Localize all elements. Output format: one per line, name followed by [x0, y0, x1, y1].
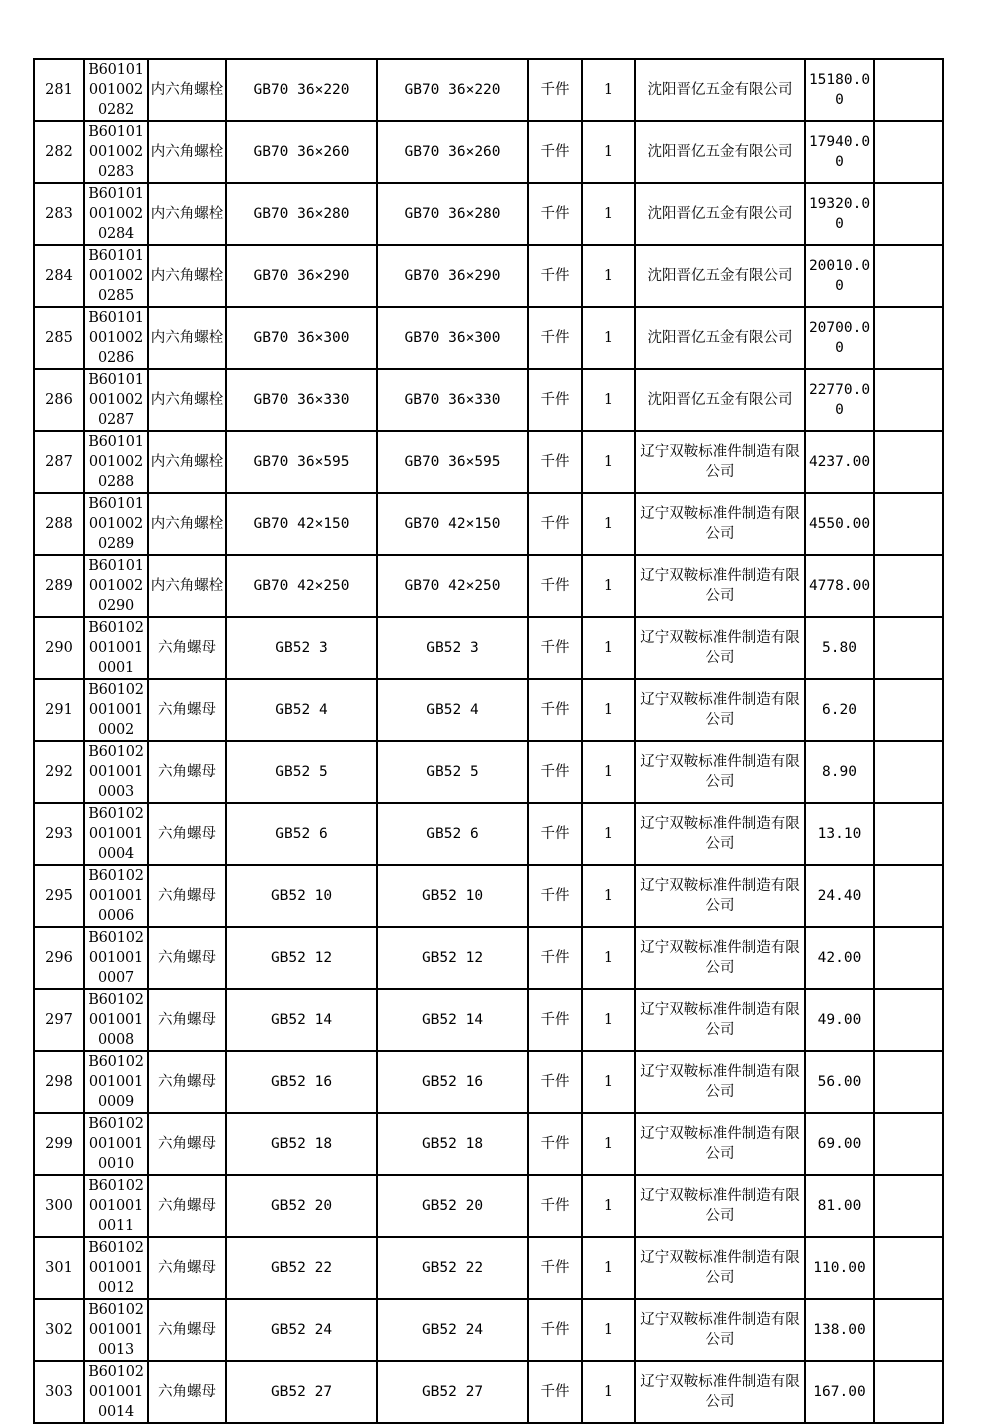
spec-cell: GB52 27 [226, 1361, 377, 1423]
row-number-cell: 291 [34, 679, 84, 741]
row-number-cell: 302 [34, 1299, 84, 1361]
spec-cell: GB52 22 [226, 1237, 377, 1299]
spec-cell: GB70 36×280 [226, 183, 377, 245]
model-cell: GB52 16 [377, 1051, 528, 1113]
item-name-cell: 六角螺母 [148, 865, 226, 927]
spec-cell: GB52 20 [226, 1175, 377, 1237]
item-name-cell: 六角螺母 [148, 803, 226, 865]
spec-cell: GB70 42×150 [226, 493, 377, 555]
quantity-cell: 1 [582, 121, 635, 183]
model-cell: GB70 36×330 [377, 369, 528, 431]
unit-cell: 千件 [528, 741, 582, 803]
unit-cell: 千件 [528, 1361, 582, 1423]
table-row [34, 927, 943, 989]
quantity-cell: 1 [582, 927, 635, 989]
unit-cell: 千件 [528, 803, 582, 865]
supplier-cell: 辽宁双鞍标准件制造有限公司 [635, 1361, 805, 1423]
table-body [34, 59, 943, 1423]
price-cell: 138.00 [805, 1299, 874, 1361]
spec-cell: GB70 36×260 [226, 121, 377, 183]
unit-cell: 千件 [528, 369, 582, 431]
note-cell [874, 121, 943, 183]
material-code-cell: B601020010010006 [84, 865, 148, 927]
table-row [34, 1113, 943, 1175]
row-number-cell: 290 [34, 617, 84, 679]
table-row [34, 369, 943, 431]
spec-cell: GB70 36×220 [226, 59, 377, 121]
unit-cell: 千件 [528, 1051, 582, 1113]
note-cell [874, 1299, 943, 1361]
supplier-cell: 辽宁双鞍标准件制造有限公司 [635, 865, 805, 927]
supplier-cell: 辽宁双鞍标准件制造有限公司 [635, 1299, 805, 1361]
quantity-cell: 1 [582, 307, 635, 369]
material-code-cell: B601010010020287 [84, 369, 148, 431]
price-cell: 42.00 [805, 927, 874, 989]
model-cell: GB70 42×250 [377, 555, 528, 617]
model-cell: GB52 12 [377, 927, 528, 989]
note-cell [874, 1051, 943, 1113]
supplier-cell: 辽宁双鞍标准件制造有限公司 [635, 927, 805, 989]
quantity-cell: 1 [582, 1237, 635, 1299]
material-code-cell: B601010010020282 [84, 59, 148, 121]
row-number-cell: 293 [34, 803, 84, 865]
table-row [34, 121, 943, 183]
price-cell: 167.00 [805, 1361, 874, 1423]
quantity-cell: 1 [582, 803, 635, 865]
spec-cell: GB52 3 [226, 617, 377, 679]
model-cell: GB52 10 [377, 865, 528, 927]
quantity-cell: 1 [582, 989, 635, 1051]
quantity-cell: 1 [582, 59, 635, 121]
price-cell: 81.00 [805, 1175, 874, 1237]
unit-cell: 千件 [528, 245, 582, 307]
spec-cell: GB52 5 [226, 741, 377, 803]
item-name-cell: 六角螺母 [148, 679, 226, 741]
item-name-cell: 六角螺母 [148, 1051, 226, 1113]
supplier-cell: 辽宁双鞍标准件制造有限公司 [635, 1175, 805, 1237]
item-name-cell: 内六角螺栓 [148, 59, 226, 121]
spec-cell: GB70 36×595 [226, 431, 377, 493]
spec-cell: GB52 12 [226, 927, 377, 989]
supplier-cell: 辽宁双鞍标准件制造有限公司 [635, 741, 805, 803]
table-row [34, 803, 943, 865]
table-row [34, 741, 943, 803]
quantity-cell: 1 [582, 679, 635, 741]
note-cell [874, 927, 943, 989]
quantity-cell: 1 [582, 369, 635, 431]
supplier-cell: 辽宁双鞍标准件制造有限公司 [635, 679, 805, 741]
price-cell: 20700.00 [805, 307, 874, 369]
material-code-cell: B601010010020286 [84, 307, 148, 369]
unit-cell: 千件 [528, 1175, 582, 1237]
item-name-cell: 内六角螺栓 [148, 555, 226, 617]
note-cell [874, 59, 943, 121]
material-code-cell: B601010010020288 [84, 431, 148, 493]
price-cell: 4237.00 [805, 431, 874, 493]
note-cell [874, 865, 943, 927]
row-number-cell: 288 [34, 493, 84, 555]
table-row [34, 1361, 943, 1423]
note-cell [874, 245, 943, 307]
model-cell: GB52 14 [377, 989, 528, 1051]
quantity-cell: 1 [582, 1361, 635, 1423]
row-number-cell: 282 [34, 121, 84, 183]
spec-cell: GB70 36×300 [226, 307, 377, 369]
unit-cell: 千件 [528, 307, 582, 369]
supplier-cell: 沈阳晋亿五金有限公司 [635, 369, 805, 431]
model-cell: GB70 36×595 [377, 431, 528, 493]
supplier-cell: 辽宁双鞍标准件制造有限公司 [635, 1051, 805, 1113]
row-number-cell: 289 [34, 555, 84, 617]
spec-cell: GB52 16 [226, 1051, 377, 1113]
supplier-cell: 沈阳晋亿五金有限公司 [635, 245, 805, 307]
model-cell: GB70 36×280 [377, 183, 528, 245]
row-number-cell: 284 [34, 245, 84, 307]
material-code-cell: B601020010010008 [84, 989, 148, 1051]
row-number-cell: 295 [34, 865, 84, 927]
unit-cell: 千件 [528, 989, 582, 1051]
material-code-cell: B601020010010014 [84, 1361, 148, 1423]
quantity-cell: 1 [582, 245, 635, 307]
supplier-cell: 沈阳晋亿五金有限公司 [635, 307, 805, 369]
unit-cell: 千件 [528, 555, 582, 617]
item-name-cell: 六角螺母 [148, 741, 226, 803]
material-code-cell: B601010010020284 [84, 183, 148, 245]
material-code-cell: B601020010010013 [84, 1299, 148, 1361]
table-row [34, 679, 943, 741]
unit-cell: 千件 [528, 865, 582, 927]
spec-cell: GB52 24 [226, 1299, 377, 1361]
model-cell: GB52 24 [377, 1299, 528, 1361]
row-number-cell: 303 [34, 1361, 84, 1423]
unit-cell: 千件 [528, 1237, 582, 1299]
note-cell [874, 183, 943, 245]
price-cell: 8.90 [805, 741, 874, 803]
supplier-cell: 沈阳晋亿五金有限公司 [635, 59, 805, 121]
price-cell: 56.00 [805, 1051, 874, 1113]
note-cell [874, 431, 943, 493]
material-code-cell: B601020010010007 [84, 927, 148, 989]
material-code-cell: B601010010020285 [84, 245, 148, 307]
quantity-cell: 1 [582, 1113, 635, 1175]
note-cell [874, 989, 943, 1051]
note-cell [874, 307, 943, 369]
material-code-cell: B601010010020283 [84, 121, 148, 183]
item-name-cell: 内六角螺栓 [148, 493, 226, 555]
price-cell: 6.20 [805, 679, 874, 741]
row-number-cell: 286 [34, 369, 84, 431]
unit-cell: 千件 [528, 431, 582, 493]
note-cell [874, 1361, 943, 1423]
item-name-cell: 内六角螺栓 [148, 121, 226, 183]
row-number-cell: 292 [34, 741, 84, 803]
material-code-cell: B601020010010001 [84, 617, 148, 679]
unit-cell: 千件 [528, 121, 582, 183]
price-cell: 17940.00 [805, 121, 874, 183]
unit-cell: 千件 [528, 679, 582, 741]
material-code-cell: B601020010010003 [84, 741, 148, 803]
quantity-cell: 1 [582, 183, 635, 245]
table-row [34, 865, 943, 927]
price-cell: 110.00 [805, 1237, 874, 1299]
supplier-cell: 沈阳晋亿五金有限公司 [635, 183, 805, 245]
spec-cell: GB52 10 [226, 865, 377, 927]
supplier-cell: 辽宁双鞍标准件制造有限公司 [635, 1113, 805, 1175]
spec-cell: GB52 6 [226, 803, 377, 865]
row-number-cell: 301 [34, 1237, 84, 1299]
material-code-cell: B601020010010009 [84, 1051, 148, 1113]
price-table [33, 58, 944, 1424]
table-row [34, 431, 943, 493]
material-code-cell: B601020010010004 [84, 803, 148, 865]
item-name-cell: 六角螺母 [148, 989, 226, 1051]
item-name-cell: 六角螺母 [148, 1299, 226, 1361]
table-row [34, 555, 943, 617]
quantity-cell: 1 [582, 555, 635, 617]
note-cell [874, 1237, 943, 1299]
quantity-cell: 1 [582, 617, 635, 679]
price-cell: 24.40 [805, 865, 874, 927]
supplier-cell: 辽宁双鞍标准件制造有限公司 [635, 555, 805, 617]
material-code-cell: B601020010010011 [84, 1175, 148, 1237]
note-cell [874, 1175, 943, 1237]
row-number-cell: 300 [34, 1175, 84, 1237]
model-cell: GB70 36×220 [377, 59, 528, 121]
item-name-cell: 六角螺母 [148, 1237, 226, 1299]
model-cell: GB52 20 [377, 1175, 528, 1237]
note-cell [874, 1113, 943, 1175]
note-cell [874, 741, 943, 803]
unit-cell: 千件 [528, 493, 582, 555]
price-cell: 19320.00 [805, 183, 874, 245]
price-cell: 22770.00 [805, 369, 874, 431]
model-cell: GB52 27 [377, 1361, 528, 1423]
unit-cell: 千件 [528, 1113, 582, 1175]
row-number-cell: 285 [34, 307, 84, 369]
spec-cell: GB52 18 [226, 1113, 377, 1175]
spec-cell: GB70 36×290 [226, 245, 377, 307]
row-number-cell: 297 [34, 989, 84, 1051]
row-number-cell: 296 [34, 927, 84, 989]
quantity-cell: 1 [582, 431, 635, 493]
model-cell: GB52 6 [377, 803, 528, 865]
material-code-cell: B601010010020289 [84, 493, 148, 555]
material-code-cell: B601020010010012 [84, 1237, 148, 1299]
quantity-cell: 1 [582, 493, 635, 555]
model-cell: GB52 4 [377, 679, 528, 741]
item-name-cell: 六角螺母 [148, 927, 226, 989]
supplier-cell: 辽宁双鞍标准件制造有限公司 [635, 1237, 805, 1299]
model-cell: GB52 5 [377, 741, 528, 803]
quantity-cell: 1 [582, 1051, 635, 1113]
model-cell: GB70 36×290 [377, 245, 528, 307]
table-row [34, 307, 943, 369]
price-cell: 20010.00 [805, 245, 874, 307]
price-cell: 5.80 [805, 617, 874, 679]
table-row [34, 59, 943, 121]
model-cell: GB52 18 [377, 1113, 528, 1175]
item-name-cell: 六角螺母 [148, 1113, 226, 1175]
unit-cell: 千件 [528, 183, 582, 245]
spec-cell: GB70 42×250 [226, 555, 377, 617]
supplier-cell: 辽宁双鞍标准件制造有限公司 [635, 493, 805, 555]
unit-cell: 千件 [528, 59, 582, 121]
note-cell [874, 617, 943, 679]
supplier-cell: 辽宁双鞍标准件制造有限公司 [635, 617, 805, 679]
row-number-cell: 283 [34, 183, 84, 245]
item-name-cell: 六角螺母 [148, 1175, 226, 1237]
table-row [34, 245, 943, 307]
price-cell: 13.10 [805, 803, 874, 865]
supplier-cell: 沈阳晋亿五金有限公司 [635, 121, 805, 183]
supplier-cell: 辽宁双鞍标准件制造有限公司 [635, 803, 805, 865]
model-cell: GB52 3 [377, 617, 528, 679]
item-name-cell: 内六角螺栓 [148, 431, 226, 493]
table-row [34, 1299, 943, 1361]
quantity-cell: 1 [582, 741, 635, 803]
supplier-cell: 辽宁双鞍标准件制造有限公司 [635, 431, 805, 493]
note-cell [874, 679, 943, 741]
table-row [34, 1237, 943, 1299]
row-number-cell: 281 [34, 59, 84, 121]
row-number-cell: 299 [34, 1113, 84, 1175]
spec-cell: GB70 36×330 [226, 369, 377, 431]
table-row [34, 617, 943, 679]
price-cell: 4778.00 [805, 555, 874, 617]
item-name-cell: 内六角螺栓 [148, 183, 226, 245]
row-number-cell: 287 [34, 431, 84, 493]
spec-cell: GB52 4 [226, 679, 377, 741]
model-cell: GB70 42×150 [377, 493, 528, 555]
supplier-cell: 辽宁双鞍标准件制造有限公司 [635, 989, 805, 1051]
unit-cell: 千件 [528, 617, 582, 679]
quantity-cell: 1 [582, 865, 635, 927]
item-name-cell: 内六角螺栓 [148, 245, 226, 307]
unit-cell: 千件 [528, 1299, 582, 1361]
unit-cell: 千件 [528, 927, 582, 989]
spec-cell: GB52 14 [226, 989, 377, 1051]
table-row [34, 1175, 943, 1237]
item-name-cell: 六角螺母 [148, 617, 226, 679]
note-cell [874, 493, 943, 555]
price-cell: 69.00 [805, 1113, 874, 1175]
material-code-cell: B601020010010002 [84, 679, 148, 741]
material-code-cell: B601010010020290 [84, 555, 148, 617]
quantity-cell: 1 [582, 1175, 635, 1237]
note-cell [874, 555, 943, 617]
model-cell: GB70 36×300 [377, 307, 528, 369]
note-cell [874, 803, 943, 865]
model-cell: GB52 22 [377, 1237, 528, 1299]
price-cell: 15180.00 [805, 59, 874, 121]
table-row [34, 1051, 943, 1113]
table-row [34, 989, 943, 1051]
item-name-cell: 内六角螺栓 [148, 307, 226, 369]
row-number-cell: 298 [34, 1051, 84, 1113]
table-row [34, 183, 943, 245]
item-name-cell: 六角螺母 [148, 1361, 226, 1423]
price-cell: 49.00 [805, 989, 874, 1051]
quantity-cell: 1 [582, 1299, 635, 1361]
item-name-cell: 内六角螺栓 [148, 369, 226, 431]
price-cell: 4550.00 [805, 493, 874, 555]
table-row [34, 493, 943, 555]
material-code-cell: B601020010010010 [84, 1113, 148, 1175]
model-cell: GB70 36×260 [377, 121, 528, 183]
note-cell [874, 369, 943, 431]
